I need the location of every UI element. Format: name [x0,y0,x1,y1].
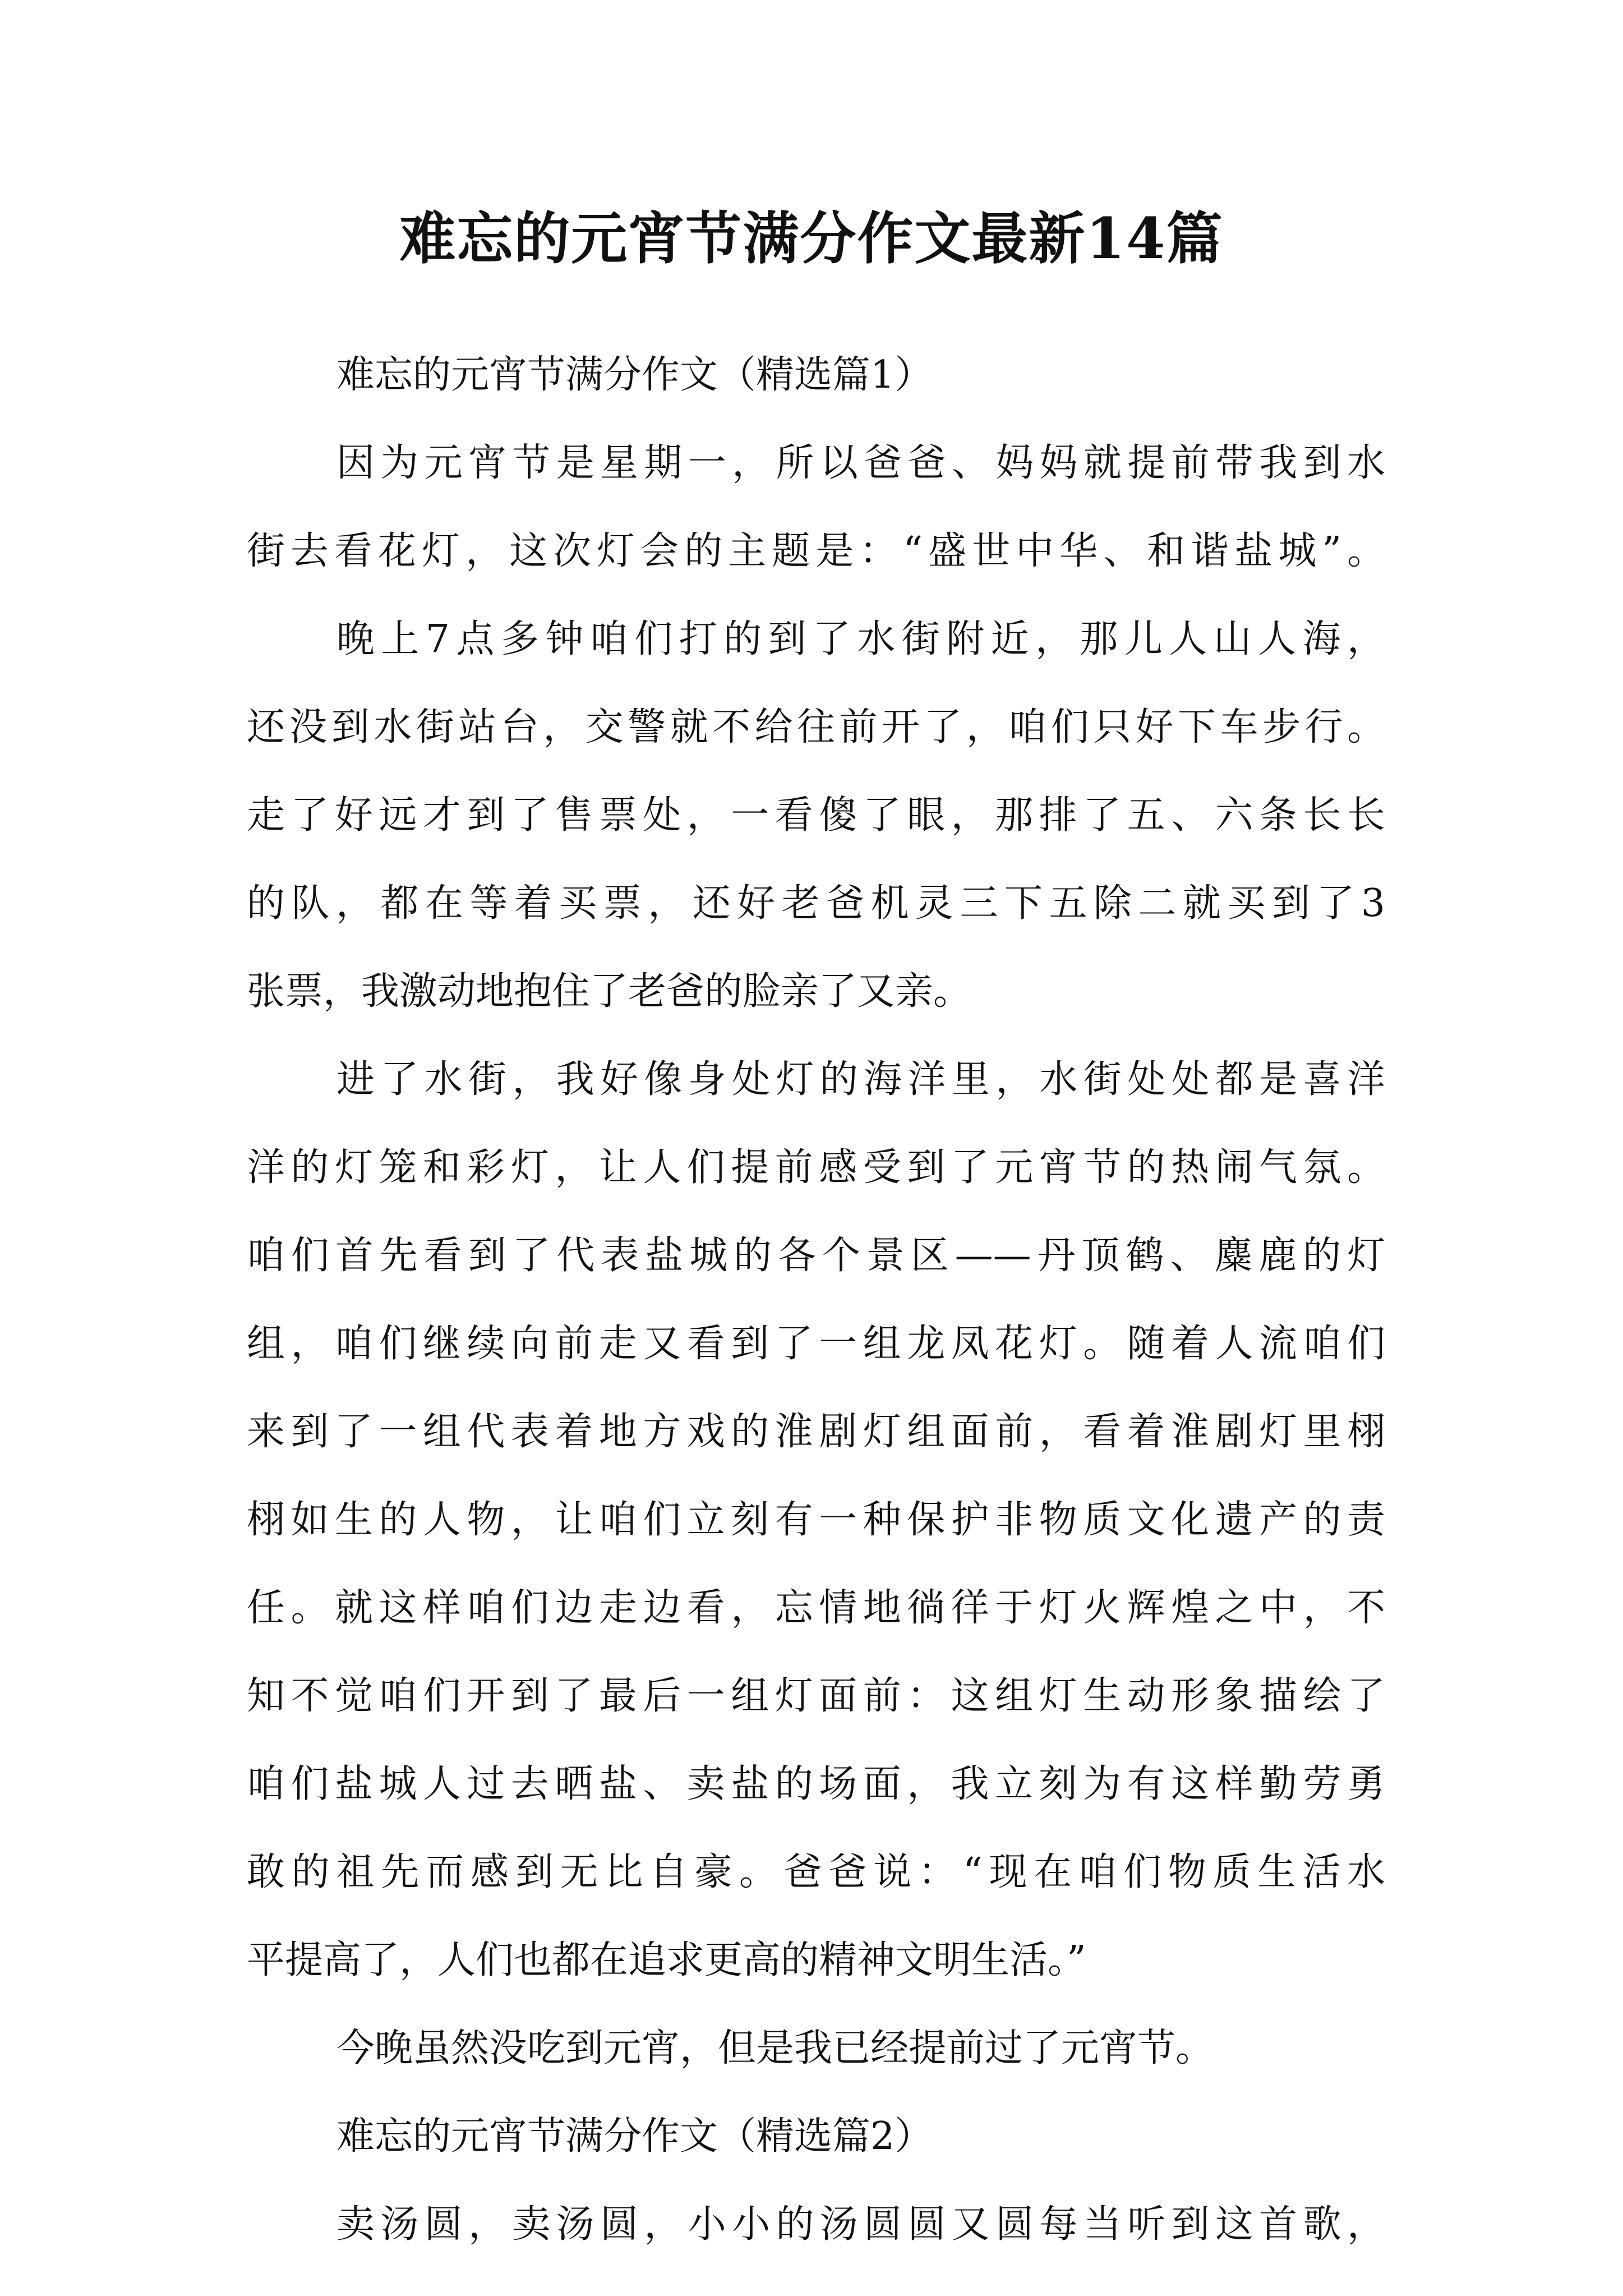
paragraph-line: 洋的灯笼和彩灯，让人们提前感受到了元宵节的热闹气氛。 [247,1145,1385,1190]
paragraph-line: 知不觉咱们开到了最后一组灯面前：这组灯生动形象描绘了 [247,1674,1385,1718]
paragraph-line: 咱们盐城人过去晒盐、卖盐的场面，我立刻为有这样勤劳勇 [247,1762,1385,1806]
paragraph-line: 组，咱们继续向前走又看到了一组龙凤花灯。随着人流咱们 [247,1322,1385,1366]
paragraph-line: 晚上7点多钟咱们打的到了水街附近，那儿人山人海， [336,617,1385,661]
paragraph-line: 的队，都在等着买票，还好老爸机灵三下五除二就买到了3 [247,881,1385,926]
paragraph-line: 任。就这样咱们边走边看，忘情地徜徉于灯火辉煌之中，不 [247,1586,1385,1630]
paragraph-line: 今晚虽然没吃到元宵，但是我已经提前过了元宵节。 [336,2026,1214,2070]
paragraph-line: 卖汤圆，卖汤圆，小小的汤圆圆又圆每当听到这首歌， [336,2202,1385,2247]
paragraph-line: 张票，我激动地抱住了老爸的脸亲了又亲。 [247,969,972,1014]
section-heading-2: 难忘的元宵节满分作文（精选篇2） [336,2114,933,2159]
paragraph-line: 街去看花灯，这次灯会的主题是：“盛世中华、和谐盐城”。 [247,529,1385,573]
paragraph-line: 进了水街，我好像身处灯的海洋里，水街处处都是喜洋 [336,1057,1385,1102]
paragraph-line: 敢的祖先而感到无比自豪。爸爸说：“现在咱们物质生活水 [247,1850,1385,1894]
document-title: 难忘的元宵节满分作文最新14篇 [399,205,1224,272]
paragraph-line: 因为元宵节是星期一，所以爸爸、妈妈就提前带我到水 [336,441,1385,485]
paragraph-line: 栩如生的人物，让咱们立刻有一种保护非物质文化遗产的责 [247,1498,1385,1542]
paragraph-line: 平提高了，人们也都在追求更高的精神文明生活。” [247,1938,1086,1982]
document-body [247,331,1385,2269]
paragraph-line: 还没到水街站台，交警就不给往前开了，咱们只好下车步行。 [247,705,1385,749]
paragraph-line: 走了好远才到了售票处，一看傻了眼，那排了五、六条长长 [247,793,1385,838]
paragraph-line: 来到了一组代表着地方戏的淮剧灯组面前，看着淮剧灯里栩 [247,1410,1385,1454]
paragraph-line: 咱们首先看到了代表盐城的各个景区——丹顶鹤、麋鹿的灯 [247,1234,1385,1278]
section-heading-1: 难忘的元宵节满分作文（精选篇1） [336,353,933,397]
